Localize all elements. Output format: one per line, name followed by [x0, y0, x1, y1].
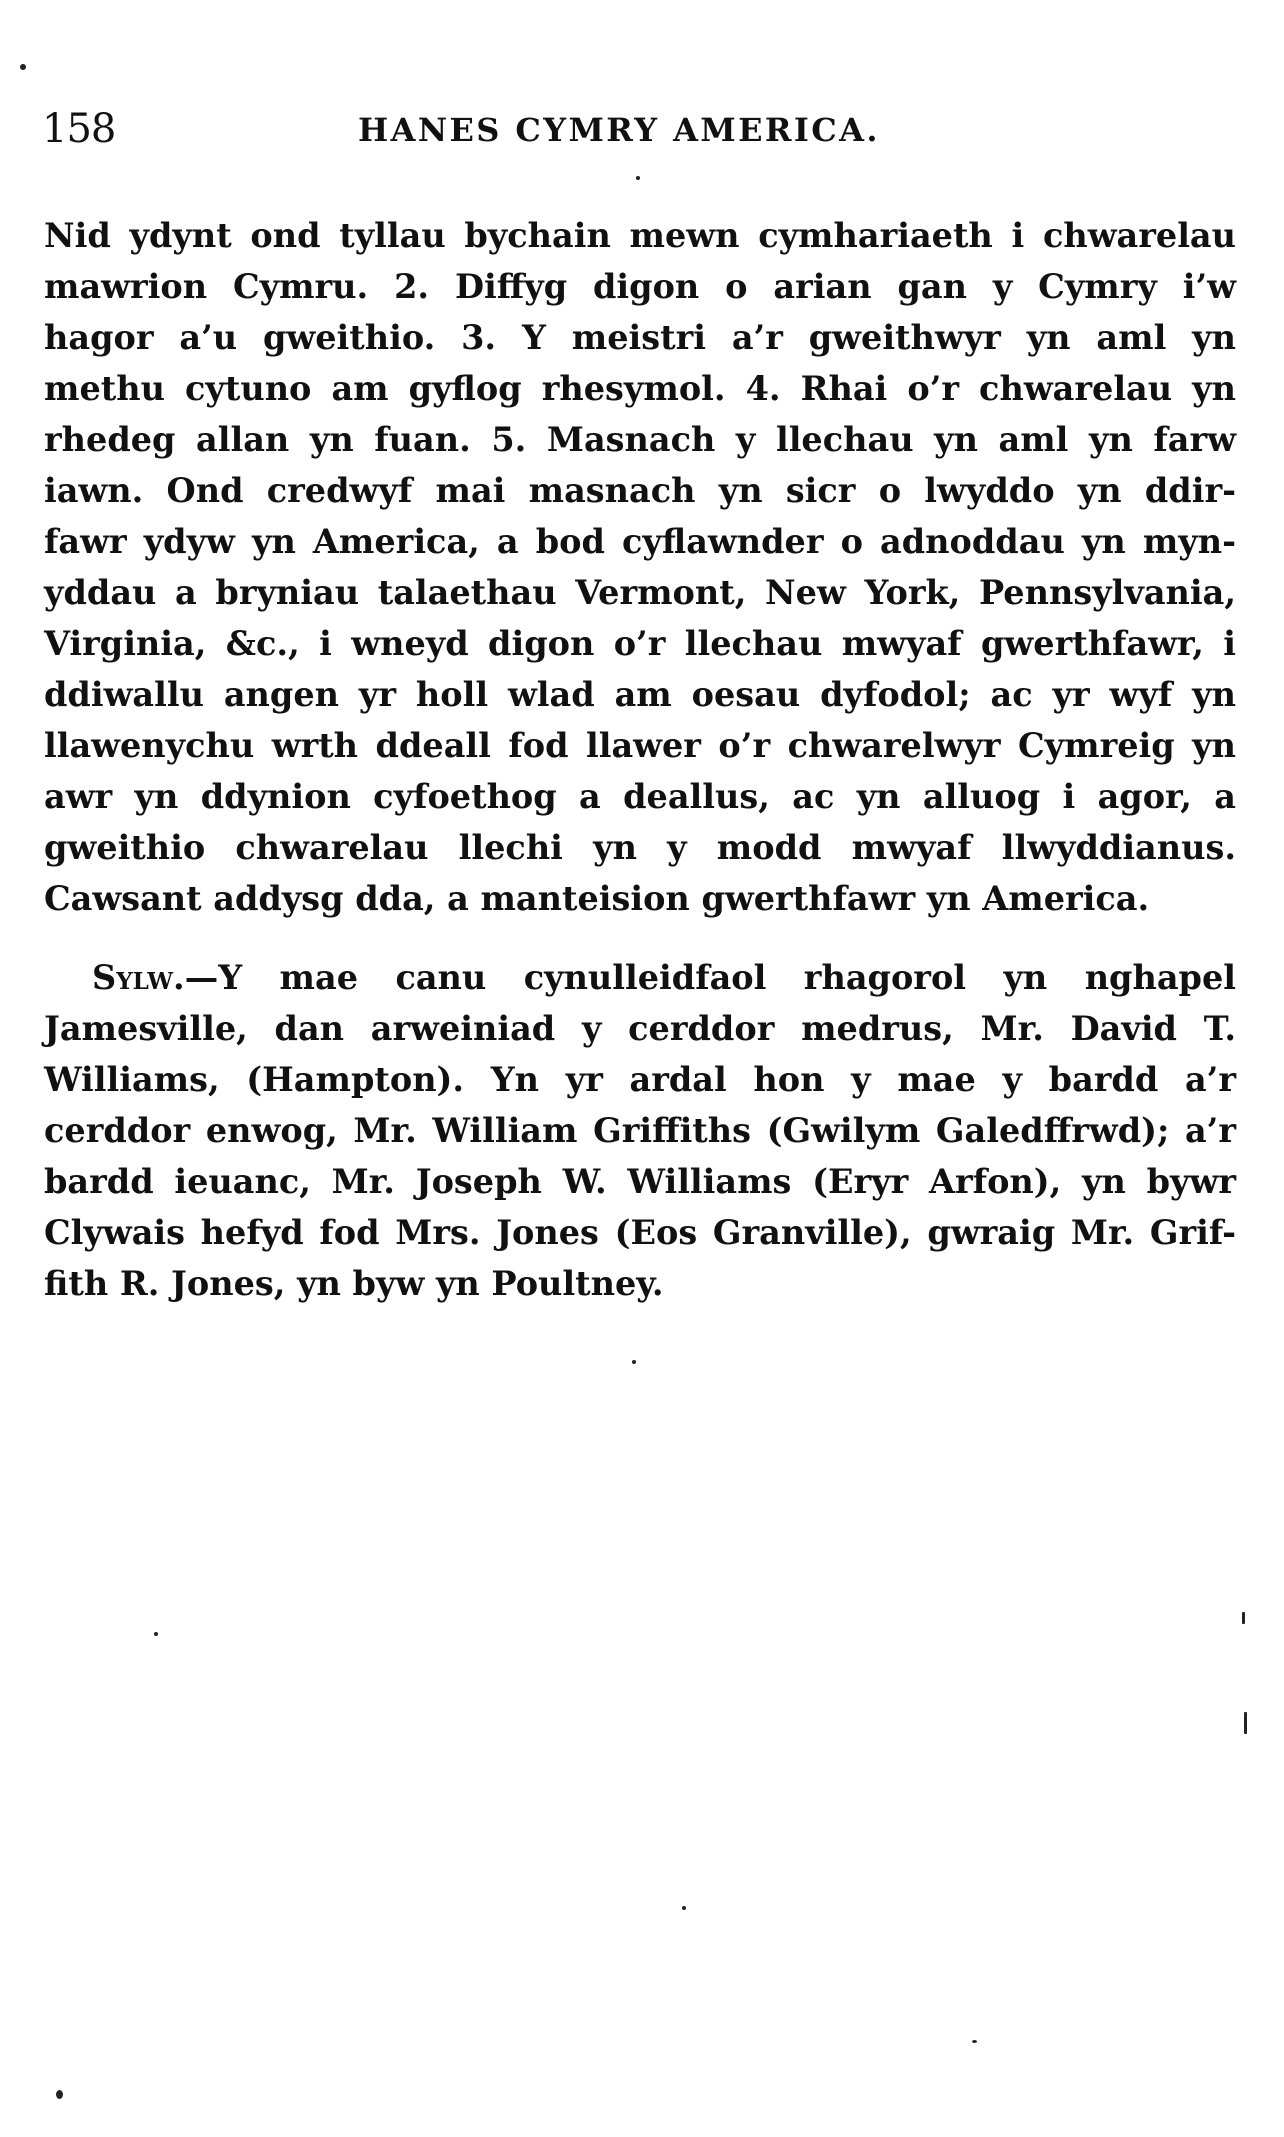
scan-speck	[972, 2040, 977, 2043]
text-line: mawrion Cymru. 2. Diffyg digon o arian gan y Cymry i’w	[44, 267, 1236, 306]
text-line: bardd ieuanc, Mr. Joseph W. Williams (Eryr Arfon), yn bywr	[44, 1162, 1236, 1201]
scan-speck	[154, 1632, 158, 1636]
scan-speck	[20, 64, 26, 70]
text-line: ddiwallu angen yr holl wlad am oesau dyfodol; ac yr wyf yn	[44, 675, 1236, 714]
running-title: HANES CYMRY AMERICA.	[358, 111, 880, 149]
text-line: cerddor enwog, Mr. William Griffiths (Gwilym Galedffrwd); a’r	[44, 1111, 1236, 1150]
text-line: llawenychu wrth ddeall fod llawer o’r chwarelwyr Cymreig yn	[44, 726, 1236, 765]
text-line: Nid ydynt ond tyllau bychain mewn cymhariaeth i chwarelau	[44, 216, 1236, 255]
text-line: Clywais hefyd fod Mrs. Jones (Eos Granville), gwraig Mr. Grif-	[44, 1213, 1236, 1252]
page-header	[42, 104, 1238, 154]
text-line: fith R. Jones, yn byw yn Poultney.	[44, 1264, 664, 1303]
text-line: Cawsant addysg dda, a manteision gwerthfawr yn America.	[44, 879, 1150, 918]
scan-speck	[1242, 1612, 1245, 1624]
text-line: Williams, (Hampton). Yn yr ardal hon y mae y bardd a’r	[44, 1060, 1236, 1099]
note-first-line: —Y mae canu cynulleidfaol rhagorol yn nghapel	[184, 958, 1236, 997]
text-line: iawn. Ond credwyf mai masnach yn sicr o lwyddo yn ddir-	[44, 471, 1236, 510]
text-line: rhedeg allan yn fuan. 5. Masnach y llechau yn aml yn farw	[44, 420, 1236, 459]
scan-speck	[682, 1906, 686, 1910]
scan-speck	[636, 176, 640, 180]
paragraph-1	[44, 210, 1236, 924]
text-line: awr yn ddynion cyfoethog a deallus, ac yn alluog i agor, a	[44, 777, 1236, 816]
text-line: yddau a bryniau talaethau Vermont, New York, Pennsylvania,	[44, 573, 1236, 612]
scan-speck	[1244, 1712, 1247, 1734]
text-line: Virginia, &c., i wneyd digon o’r llechau mwyaf gwerthfawr, i	[44, 624, 1236, 663]
note-lead-word: Sylw.	[92, 958, 185, 997]
text-line: hagor a’u gweithio. 3. Y meistri a’r gweithwyr yn aml yn	[44, 318, 1236, 357]
text-line	[44, 952, 1236, 1003]
text-line: methu cytuno am gyflog rhesymol. 4. Rhai o’r chwarelau yn	[44, 369, 1236, 408]
text-line: Jamesville, dan arweiniad y cerddor medrus, Mr. David T.	[44, 1009, 1236, 1048]
text-line: fawr ydyw yn America, a bod cyflawnder o adnoddau yn myn-	[44, 522, 1236, 561]
page-number: 158	[42, 106, 116, 152]
text-line: gweithio chwarelau llechi yn y modd mwyaf llwyddianus.	[44, 828, 1236, 867]
paragraph-2-note	[44, 952, 1236, 1309]
scan-speck	[632, 1360, 636, 1364]
scan-speck	[56, 2090, 63, 2099]
